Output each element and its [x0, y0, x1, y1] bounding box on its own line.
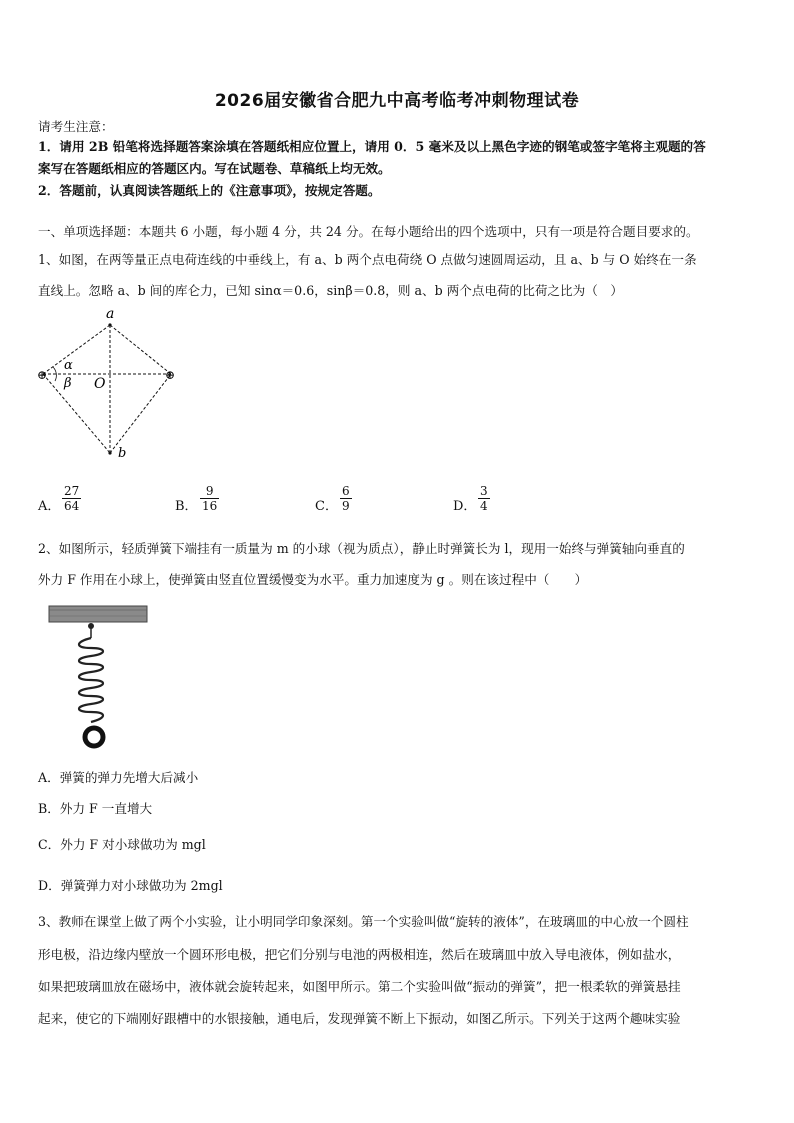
- label-o: O: [94, 376, 106, 392]
- q1-option-a-letter: A．: [38, 499, 61, 514]
- label-beta: β: [64, 376, 72, 391]
- label-a: a: [106, 306, 115, 322]
- q2-option-a: A．弹簧的弹力先增大后减小: [38, 770, 199, 785]
- small-ball: [85, 728, 103, 746]
- q1-option-d-fraction: 3 4: [480, 484, 488, 513]
- ceiling-bar: [49, 606, 147, 622]
- q1-option-b-fraction: 9 16: [202, 484, 218, 513]
- q1-option-d-letter: D．: [453, 499, 477, 514]
- q1-figure: [30, 305, 190, 465]
- notice-heading: 请考生注意：: [38, 119, 114, 134]
- q1-option-b-letter: B．: [175, 499, 198, 514]
- q2-line-2: 外力 F 作用在小球上，使弹簧由竖直位置缓慢变为水平。重力加速度为 g 。则在该过程中（ ）: [38, 572, 588, 587]
- q1-line-1: 1、如图，在两等量正点电荷连线的中垂线上，有 a、b 两个点电荷绕 O 点做匀速圆周运动，且 a、b 与 O 始终在一条: [38, 252, 697, 267]
- positive-charge-left: ⊕: [37, 368, 48, 382]
- q2-line-1: 2、如图所示，轻质弹簧下端挂有一质量为 m 的小球（视为质点），静止时弹簧长为 l，现用一始终与弹簧轴向垂直的: [38, 541, 685, 556]
- spring-coil: [79, 638, 103, 722]
- positive-charge-right: ⊕: [165, 368, 176, 382]
- point-a-dot: [108, 323, 111, 326]
- q1-option-c-letter: C．: [315, 499, 338, 514]
- q3-line-1: 3、教师在课堂上做了两个小实验，让小明同学印象深刻。第一个实验叫做“旋转的液体”，在玻璃皿的中心放一个圆柱: [38, 914, 689, 929]
- q2-option-c: C．外力 F 对小球做功为 mgl: [38, 837, 206, 852]
- q3-line-4: 起来，使它的下端刚好跟槽中的水银接触，通电后，发现弹簧不断上下振动，如图乙所示。下列关于这两个趣味实验: [38, 1011, 681, 1026]
- q1-line-2: 直线上。忽略 a、b 间的库仑力，已知 sinα＝0.6，sinβ＝0.8，则 a、b 两个点电荷的比荷之比为（ ）: [38, 283, 623, 298]
- page-title: 2026届安徽省合肥九中高考临考冲刺物理试卷: [214, 91, 580, 111]
- q2-option-d: D．弹簧弹力对小球做功为 2mgl: [38, 878, 223, 893]
- notice-item-2: 2．答题前，认真阅读答题纸上的《注意事项》，按规定答题。: [38, 183, 381, 198]
- notice-item-1-line-2: 案写在答题纸相应的答题区内。写在试题卷、草稿纸上均无效。: [38, 161, 391, 176]
- notice-item-1-line-1: 1．请用 2B 铅笔将选择题答案涂填在答题纸相应位置上，请用 0．5 毫米及以上黑色字迹的钢笔或签字笔将主观题的答: [38, 139, 706, 154]
- label-alpha: α: [64, 358, 73, 373]
- label-b: b: [118, 446, 127, 461]
- q3-line-2: 形电极，沿边缘内壁放一个圆环形电极，把它们分别与电池的两极相连，然后在玻璃皿中放入导电液体，例如盐水，: [38, 947, 681, 962]
- point-b-dot: [108, 451, 111, 454]
- q1-option-a-fraction: 27 64: [64, 484, 80, 513]
- q3-line-3: 如果把玻璃皿放在磁场中，液体就会旋转起来，如图甲所示。第二个实验叫做“振动的弹簧”，把一根柔软的弹簧悬挂: [38, 979, 681, 994]
- q1-option-c-fraction: 6 9: [342, 484, 350, 513]
- q2-spring-figure: [45, 604, 155, 754]
- q2-option-b: B．外力 F 一直增大: [38, 801, 153, 816]
- section-heading: 一、单项选择题：本题共 6 小题，每小题 4 分，共 24 分。在每小题给出的四个选项中，只有一项是符合题目要求的。: [38, 224, 699, 239]
